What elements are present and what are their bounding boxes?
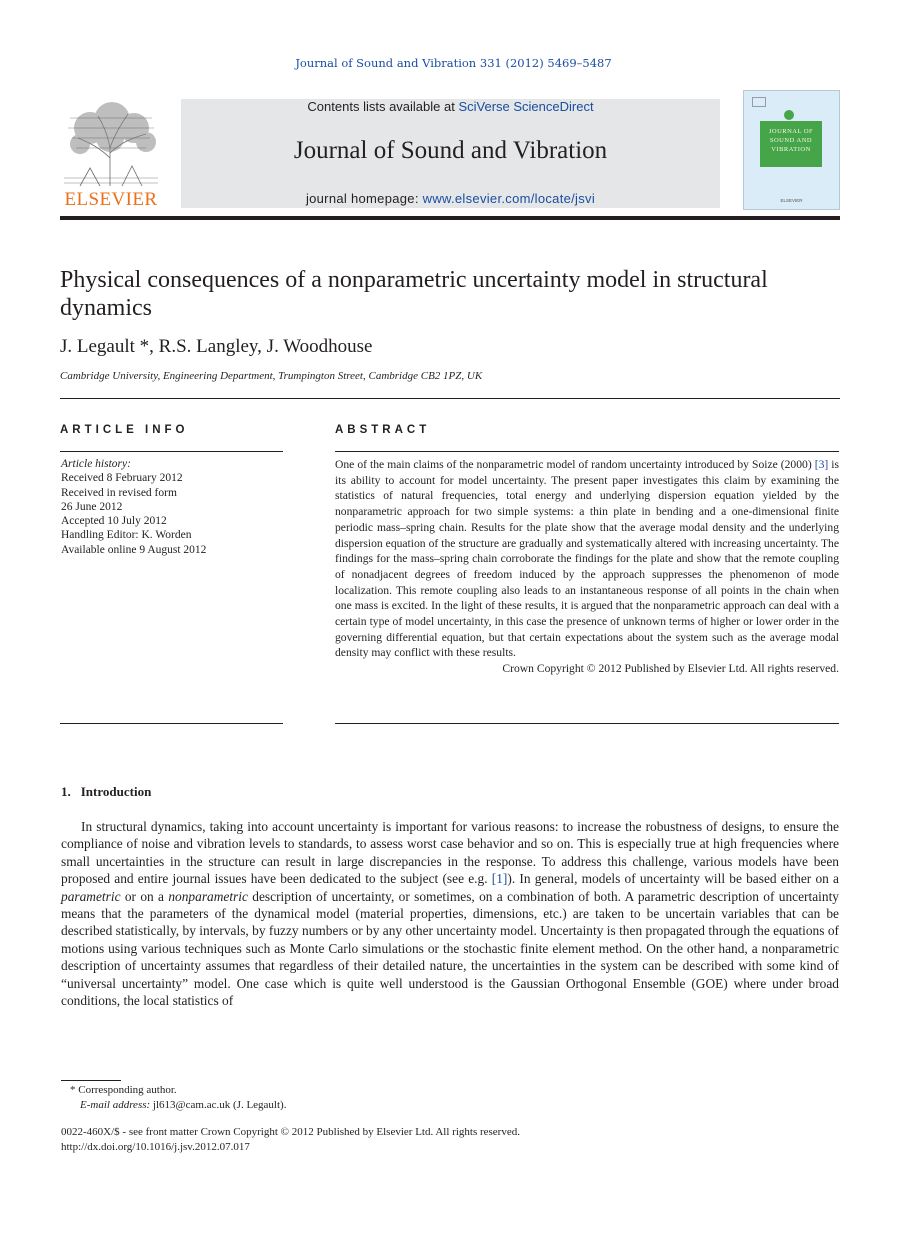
history-entry: Available online 9 August 2012 (61, 543, 207, 556)
intro-emphasis-parametric: parametric (61, 888, 121, 904)
section-title: Introduction (80, 784, 152, 799)
email-address[interactable]: jl613@cam.ac.uk (J. Legault). (150, 1099, 287, 1111)
homepage-prefix: journal homepage: (305, 191, 423, 206)
introduction-paragraph (61, 818, 839, 1009)
reference-link-3[interactable]: [3] (814, 458, 829, 471)
section-number: 1. (61, 784, 71, 799)
journal-homepage-link[interactable]: www.elsevier.com/locate/jsvi (422, 191, 596, 206)
abstract-text (335, 457, 839, 677)
front-matter-info (61, 1125, 520, 1155)
article-authors: J. Legault *, R.S. Langley, J. Woodhouse (60, 336, 373, 357)
contents-prefix: Contents lists available at (307, 99, 459, 114)
history-entry: Received in revised form (61, 486, 177, 499)
abstract-part-1: One of the main claims of the nonparametric model of random uncertainty introduced by Soize (2000) (335, 458, 815, 471)
cover-footer: ELSEVIER (780, 198, 803, 203)
elsevier-logo[interactable] (60, 98, 162, 210)
intro-emphasis-nonparametric: nonparametric (168, 888, 248, 904)
journal-cover-thumbnail[interactable] (743, 90, 840, 210)
affiliation-divider (60, 398, 840, 399)
email-note (80, 1098, 286, 1113)
article-title: Physical consequences of a nonparametric uncertainty model in structural dynamics (60, 267, 768, 321)
journal-citation[interactable]: Journal of Sound and Vibration 331 (2012) 5469–5487 (295, 56, 612, 70)
journal-name: Journal of Sound and Vibration (293, 137, 608, 164)
history-label: Article history: (61, 458, 131, 470)
intro-text-4: description of uncertainty, or sometimes, on a combination of both. A parametric description of uncertainty means that the parameters of the dynamical model (material properties, dimensions, etc.) are taken to be uncertain variables that can be described statistically, by intervals, by fuzzy numbers or by any other uncertainty model. Uncertainty is then propagated through the equations of motions using various techniques such as Monte Carlo simulations or the stochastic finite element method. On the other hand, a nonparametric description of uncertainty assumes that regardless of their detailed nature, the uncertainties in the system can be described with some kind of “universal uncertainty” model. One case which is quite well understood is the Gaussian Orthogonal Ensemble (GOE) where under broad conditions, the local statistics of (61, 888, 839, 1009)
history-entry: 26 June 2012 (61, 500, 123, 513)
doi-link[interactable]: http://dx.doi.org/10.1016/j.jsv.2012.07.017 (61, 1141, 250, 1153)
footnote-divider (61, 1080, 121, 1081)
abstract-copyright: Crown Copyright © 2012 Published by Elsevier Ltd. All rights reserved. (502, 662, 839, 676)
journal-homepage-line (181, 191, 720, 206)
sciencedirect-link[interactable]: SciVerse ScienceDirect (458, 99, 594, 114)
article-info-label: ARTICLE INFO (60, 424, 189, 436)
article-info-divider-top (60, 451, 283, 452)
cover-mark-icon (752, 97, 766, 107)
article-history (61, 457, 206, 557)
history-entry: Handling Editor: K. Worden (61, 529, 192, 542)
abstract-part-2: is its ability to account for model uncertainty. The present paper investigates this claim by examining the statistics of natural frequencies, total energy and underlying dispersion equation yielded by the nonparametric approach for two simple systems: a thin plate in bending and a one-dimensional finite periodic mass–spring chain. Results for the plate show that the average modal density and the underlying dispersion equation of the structure are gradually and systematically altered with increasing uncertainty. The findings for the mass–spring chain corroborate the findings for the plate and show that the remote coupling of nonadjacent degrees of freedom induced by the approach suppresses the phenomenon of mode localization. This remote coupling also leads to an instantaneous response of all points in the chain when one mass is excited. In the light of these results, it is argued that the nonparametric approach can deal with a certain type of model uncertainty, in this case the presence of unknown terms of higher or lower order in the governing differential equation, but that certain expectations about the system such as the average modal density may conflict with these results. (335, 458, 839, 660)
abstract-label: ABSTRACT (335, 424, 431, 436)
header-rule (60, 216, 840, 220)
abstract-divider-top (335, 451, 839, 452)
cover-title: JOURNAL OF SOUND AND VIBRATION (768, 128, 814, 153)
intro-text-3: or on a (120, 888, 169, 904)
elsevier-tree-icon (60, 98, 162, 188)
cover-badge-icon (784, 110, 794, 120)
abstract-divider-bottom (335, 723, 839, 724)
email-label: E-mail address: (80, 1099, 151, 1111)
article-info-divider-bottom (60, 723, 283, 724)
contents-line (181, 99, 720, 114)
history-entry: Received 8 February 2012 (61, 472, 183, 485)
section-heading-introduction (61, 784, 151, 800)
history-entry: Accepted 10 July 2012 (61, 515, 167, 528)
reference-link-1[interactable]: [1] (491, 871, 508, 887)
corresponding-author-note: * Corresponding author. (70, 1084, 177, 1096)
intro-text-1: In structural dynamics, taking into account uncertainty is important for various reasons: to increase the robustness of designs, to ensure the compliance of noise and vibration levels to standards, to assess worst case behavior and so on. This is especially true at high frequencies where small uncertainties in the structure can result in large discrepancies in the response. To address this challenge, various models have been proposed and entire journal issues have been dedicated to the subject (see e.g. (61, 819, 839, 887)
issn-line: 0022-460X/$ - see front matter Crown Copyright © 2012 Published by Elsevier Ltd. All rights reserved. (61, 1126, 520, 1138)
author-affiliation: Cambridge University, Engineering Department, Trumpington Street, Cambridge CB2 1PZ, UK (60, 370, 483, 382)
elsevier-wordmark: ELSEVIER (64, 189, 158, 210)
intro-text-2: ). In general, models of uncertainty will be based either on a (507, 871, 839, 887)
